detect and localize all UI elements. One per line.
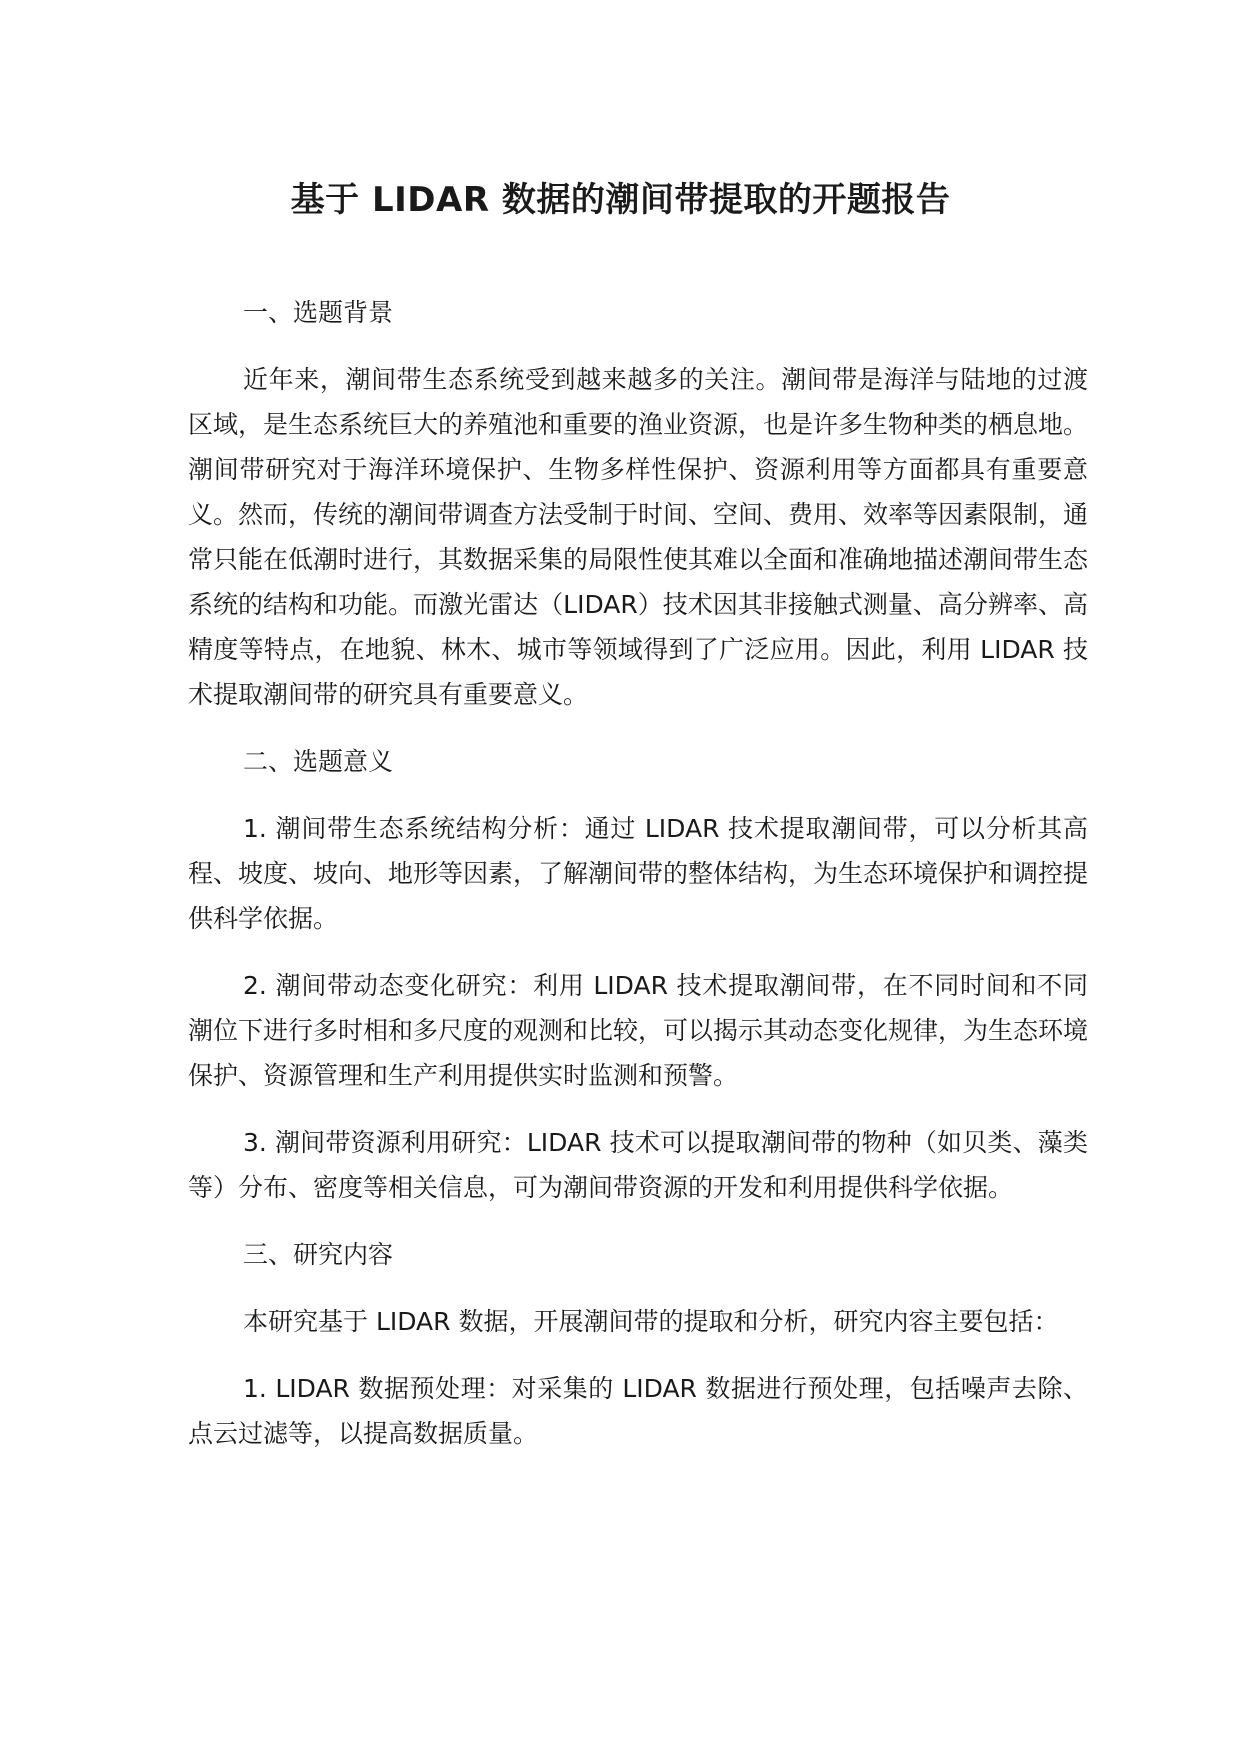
paragraph: 2. 潮间带动态变化研究：利用 LIDAR 技术提取潮间带，在不同时间和不同潮位下进行多时相和多尺度的观测和比较，可以揭示其动态变化规律，为生态环境保护、资源管理和生产利用提供实时监测和预警。 — [188, 971, 1089, 1090]
document-title: 基于 LIDAR 数据的潮间带提取的开题报告 — [290, 180, 951, 220]
document-body — [188, 290, 1088, 1478]
section-research-content — [188, 1232, 1088, 1456]
paragraph: 3. 潮间带资源利用研究：LIDAR 技术可以提取潮间带的物种（如贝类、藻类等）分布、密度等相关信息，可为潮间带资源的开发和利用提供科学依据。 — [188, 1128, 1088, 1202]
section-heading: 一、选题背景 — [243, 298, 394, 327]
section-significance — [188, 739, 1088, 1210]
paragraph: 1. 潮间带生态系统结构分析：通过 LIDAR 技术提取潮间带，可以分析其高程、坡度、坡向、地形等因素，了解潮间带的整体结构，为生态环境保护和调控提供科学依据。 — [188, 814, 1089, 933]
paragraph: 本研究基于 LIDAR 数据，开展潮间带的提取和分析，研究内容主要包括： — [243, 1307, 1059, 1336]
section-background — [188, 290, 1088, 717]
section-heading: 三、研究内容 — [243, 1240, 394, 1269]
section-heading: 二、选题意义 — [243, 747, 394, 776]
paragraph: 1. LIDAR 数据预处理：对采集的 LIDAR 数据进行预处理，包括噪声去除、点云过滤等，以提高数据质量。 — [188, 1374, 1088, 1448]
paragraph: 近年来，潮间带生态系统受到越来越多的关注。潮间带是海洋与陆地的过渡区域，是生态系统巨大的养殖池和重要的渔业资源，也是许多生物种类的栖息地。潮间带研究对于海洋环境保护、生物多样性保护、资源利用等方面都具有重要意义。然而，传统的潮间带调查方法受制于时间、空间、费用、效率等因素限制，通常只能在低潮时进行，其数据采集的局限性使其难以全面和准确地描述潮间带生态系统的结构和功能。而激光雷达（LIDAR）技术因其非接触式测量、高分辨率、高精度等特点，在地貌、林木、城市等领域得到了广泛应用。因此，利用 LIDAR 技术提取潮间带的研究具有重要意义。 — [188, 365, 1089, 709]
